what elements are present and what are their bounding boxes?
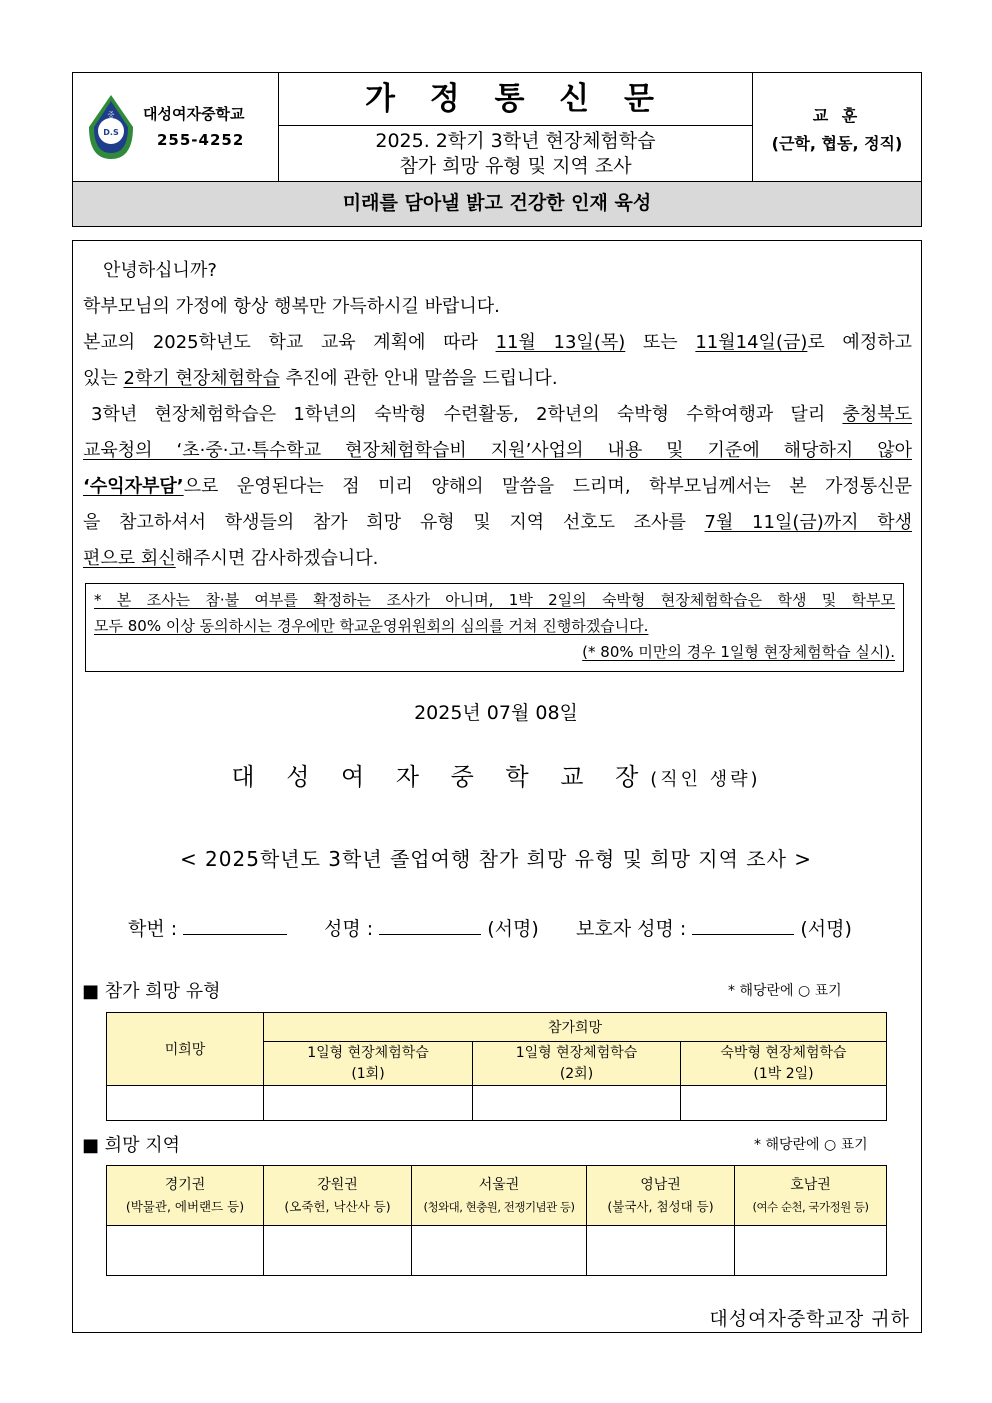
- subtitle-line2: 참가 희망 유형 및 지역 조사: [399, 155, 632, 177]
- paragraph1-line1: 본교의 2025학년도 학교 교육 계획에 따라 11월 13일(목) 또는 11월14일(금)로 예정하고: [83, 332, 912, 353]
- date2: 11월14일(금): [695, 332, 808, 353]
- school-logo-icon: [87, 93, 135, 161]
- notice-line1: * 본 조사는 참·불 여부를 확정하는 조사가 아니며, 1박 2일의 숙박형 현장체험학습은 학생 및 학부모: [94, 591, 895, 609]
- slogan-bar: 미래를 담아낼 밝고 건강한 인재 육성: [72, 182, 922, 227]
- section-region-title: ■ 희망 지역: [82, 1135, 181, 1156]
- col-wanted: 참가희망: [264, 1013, 887, 1042]
- answer-cell-seoul[interactable]: [412, 1226, 587, 1276]
- page-subtitle: [279, 126, 752, 181]
- wish-line: 학부모님의 가정에 항상 행복만 가득하시길 바랍니다.: [83, 296, 500, 317]
- paragraph2-line4: 을 참고하셔서 학생들의 참가 희망 유형 및 지역 선호도 조사를 7월 11일(금)까지 학생: [83, 512, 912, 533]
- student-name-field[interactable]: 성명 : (서명): [324, 918, 539, 940]
- paragraph2-line2: 교육청의 ‘초·중·고·특수학교 현장체험학습비 지원’사업의 내용 및 기준에 해당하지 않아: [83, 440, 912, 461]
- answer-cell-day-trip-1[interactable]: [264, 1086, 473, 1121]
- student-number-field[interactable]: 학번 :: [128, 914, 287, 941]
- participation-table: [106, 1012, 887, 1121]
- school-name: 대성여자중학교: [143, 105, 245, 123]
- region-gyeonggi: 경기권 (박물관, 에버랜드 등): [107, 1166, 264, 1226]
- answer-cell-not-wanted[interactable]: [107, 1086, 264, 1121]
- logo-text-mid: D.S: [103, 128, 119, 137]
- student-sign-label: (서명): [487, 918, 539, 940]
- guardian-name-field[interactable]: 보호자 성명 : (서명): [576, 918, 852, 940]
- seal-note: (직인 생략): [650, 769, 761, 790]
- answer-cell-honam[interactable]: [735, 1226, 887, 1276]
- survey-title: < 2025학년도 3학년 졸업여행 참가 희망 유형 및 희망 지역 조사 >: [179, 847, 813, 871]
- paragraph2-line5: 편으로 회신해주시면 감사하겠습니다.: [83, 548, 379, 569]
- region-table: [106, 1165, 887, 1276]
- answer-cell-overnight[interactable]: [681, 1086, 887, 1121]
- option-day-trip-1: 1일형 현장체험학습 (1회): [264, 1042, 473, 1086]
- motto-cell: [753, 73, 921, 181]
- option-overnight: 숙박형 현장체험학습 (1박 2일): [681, 1042, 887, 1086]
- letter-date: 2025년 07월 08일: [414, 702, 578, 724]
- notice-line3: (* 80% 미만의 경우 1일형 현장체험학습 실시).: [582, 643, 895, 661]
- greeting: 안녕하십니까?: [103, 260, 217, 281]
- section-region-note: * 해당란에 ○ 표기: [754, 1137, 868, 1153]
- answer-cell-gyeonggi[interactable]: [107, 1226, 264, 1276]
- region-honam: 호남권 (여수 순천, 국가정원 등): [735, 1166, 887, 1226]
- region-yeongnam: 영남권 (불국사, 첨성대 등): [587, 1166, 735, 1226]
- principal-signature: 대 성 여 자 중 학 교 장(직인 생략): [231, 763, 761, 791]
- answer-cell-gangwon[interactable]: [264, 1226, 412, 1276]
- event-name: 2학기 현장체험학습: [123, 368, 280, 389]
- title-cell: [279, 73, 753, 181]
- answer-cell-yeongnam[interactable]: [587, 1226, 735, 1276]
- paragraph1-line2: 있는 2학기 현장체험학습 추진에 관한 안내 말씀을 드립니다.: [83, 368, 558, 389]
- option-day-trip-2: 1일형 현장체험학습 (2회): [473, 1042, 681, 1086]
- region-seoul: 서울권 (청와대, 현충원, 전쟁기념관 등): [412, 1166, 587, 1226]
- subtitle-line1: 2025. 2학기 3학년 현장체험학습: [375, 130, 656, 152]
- paragraph2-line3: ‘수익자부담’으로 운영된다는 점 미리 양해의 말씀을 드리며, 학부모님께서는 본 가정통신문: [83, 476, 912, 497]
- notice-line2: 모두 80% 이상 동의하시는 경우에만 학교운영위원회의 심의를 거쳐 진행하겠습니다.: [94, 617, 649, 635]
- motto-text: (근학, 협동, 정직): [771, 134, 903, 153]
- page-title: 가 정 통 신 문: [279, 73, 752, 126]
- guardian-sign-label: (서명): [800, 918, 852, 940]
- paragraph2-line1: 3학년 현장체험학습은 1학년의 숙박형 수련활동, 2학년의 숙박형 수학여행과 달리 충청북도: [91, 404, 912, 425]
- logo-text-top: 중: [107, 111, 115, 119]
- notice-box: [85, 583, 904, 672]
- letter-header: [72, 72, 922, 182]
- section-participation-title: ■ 참가 희망 유형: [82, 981, 221, 1002]
- school-info-cell: [73, 73, 279, 181]
- motto-label: 교 훈: [812, 106, 862, 125]
- date1: 11월 13일(목): [495, 332, 626, 353]
- addressee: 대성여자중학교장 귀하: [709, 1308, 910, 1330]
- region-gangwon: 강원권 (오죽헌, 낙산사 등): [264, 1166, 412, 1226]
- answer-cell-day-trip-2[interactable]: [473, 1086, 681, 1121]
- col-not-wanted: 미희망: [107, 1013, 264, 1086]
- school-phone: 255-4252: [157, 131, 245, 149]
- section-participation-note: * 해당란에 ○ 표기: [728, 983, 842, 999]
